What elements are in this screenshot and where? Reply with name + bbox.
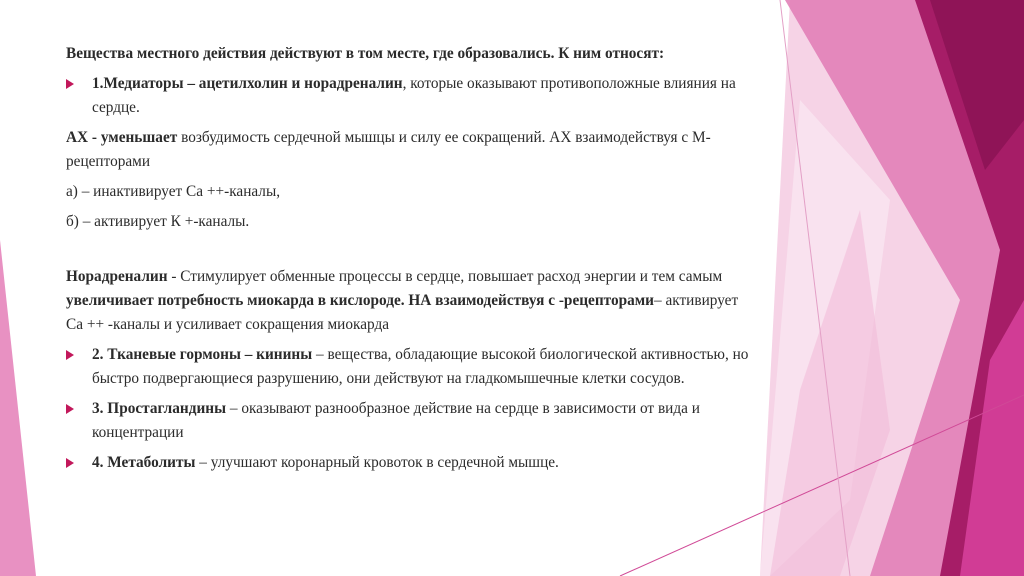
- list-item: 2. Тканевые гормоны – кинины – вещества, обладающие высокой биологической активностью, но быстро подвергающиеся разрушению, они действуют на гладкомышечные клетки сосудов.: [66, 343, 756, 391]
- ax-paragraph: АХ - уменьшает возбудимость сердечной мышцы и силу ее сокращений. АХ взаимодействуя с М-рецепторами: [66, 129, 711, 170]
- bullet-arrow-icon: [66, 350, 74, 360]
- ax-line-a: а) – инактивирует Са ++-каналы,: [66, 183, 281, 200]
- bullet-arrow-icon: [66, 458, 74, 468]
- ax-line-b: б) – активирует К +-каналы.: [66, 213, 250, 230]
- bullet-arrow-icon: [66, 404, 74, 414]
- list-item: 1.Медиаторы – ацетилхолин и норадреналин, которые оказывают противоположные влияния на сердце.: [66, 72, 756, 120]
- bullet-arrow-icon: [66, 79, 74, 89]
- list-item: 4. Метаболиты – улучшают коронарный кровоток в сердечной мышце.: [66, 451, 756, 475]
- left-pink-strip: [0, 240, 36, 576]
- list-item: 3. Простагландины – оказывают разнообразное действие на сердце в зависимости от вида и концентрации: [66, 397, 756, 445]
- noradrenaline-paragraph: Норадреналин - Стимулирует обменные процессы в сердце, повышает расход энергии и тем самым увеличивает потребность миокарда в кислороде. НА взаимодействуя с -рецепторами– активирует Са ++ -каналы и усиливает сокращения миокарда: [66, 268, 739, 333]
- slide-text: [66, 42, 756, 475]
- intro-text: Вещества местного действия действуют в том месте, где образовались. К ним относят:: [66, 45, 665, 62]
